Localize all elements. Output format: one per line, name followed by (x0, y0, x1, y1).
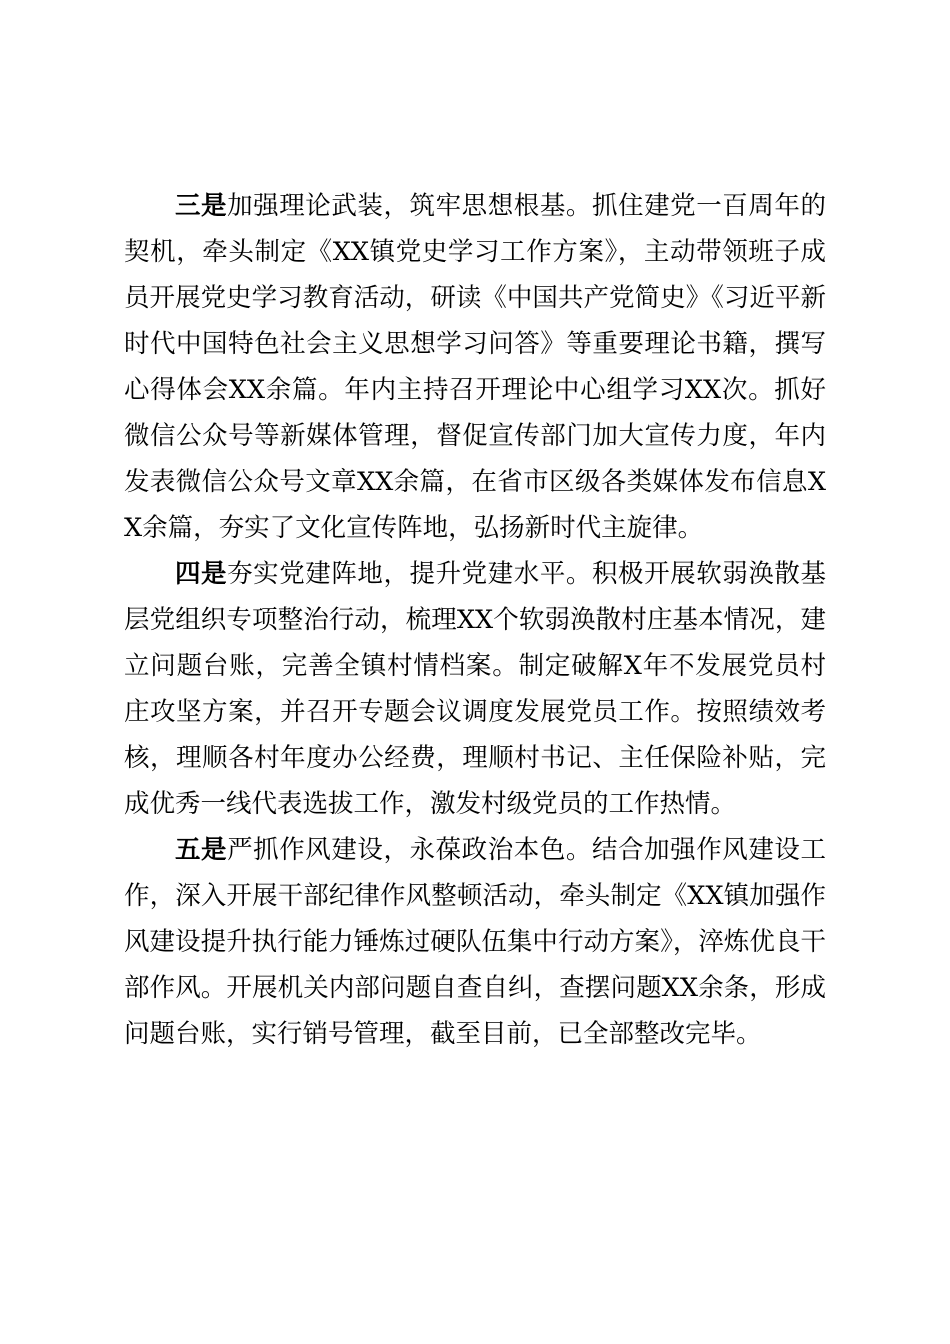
paragraph-lead: 三是 (175, 191, 228, 221)
paragraph-san-shi (124, 183, 826, 551)
paragraph-lead: 五是 (175, 835, 228, 865)
paragraph-text: 加强理论武装，筑牢思想根基。抓住建党一百周年的契机，牵头制定《XX镇党史学习工作方案》，主动带领班子成员开展党史学习教育活动，研读《中国共产党简史》《习近平新时代中国特色社会主义思想学习问答》等重要理论书籍，撰写心得体会XX余篇。年内主持召开理论中心组学习XX次。抓好微信公众号等新媒体管理，督促宣传部门加大宣传力度，年内发表微信公众号文章XX余篇，在省市区级各类媒体发布信息XX余篇，夯实了文化宣传阵地，弘扬新时代主旋律。 (124, 191, 826, 543)
document-body (124, 183, 826, 1057)
paragraph-si-shi (124, 551, 826, 827)
paragraph-wu-shi (124, 827, 826, 1057)
paragraph-lead: 四是 (175, 559, 228, 589)
paragraph-text: 严抓作风建设，永葆政治本色。结合加强作风建设工作，深入开展干部纪律作风整顿活动，牵头制定《XX镇加强作风建设提升执行能力锤炼过硬队伍集中行动方案》，淬炼优良干部作风。开展机关内部问题自查自纠，查摆问题XX余条，形成问题台账，实行销号管理，截至目前，已全部整改完毕。 (124, 835, 826, 1049)
paragraph-text: 夯实党建阵地，提升党建水平。积极开展软弱涣散基层党组织专项整治行动，梳理XX个软弱涣散村庄基本情况，建立问题台账，完善全镇村情档案。制定破解X年不发展党员村庄攻坚方案，并召开专题会议调度发展党员工作。按照绩效考核，理顺各村年度办公经费，理顺村书记、主任保险补贴，完成优秀一线代表选拔工作，激发村级党员的工作热情。 (124, 559, 826, 819)
